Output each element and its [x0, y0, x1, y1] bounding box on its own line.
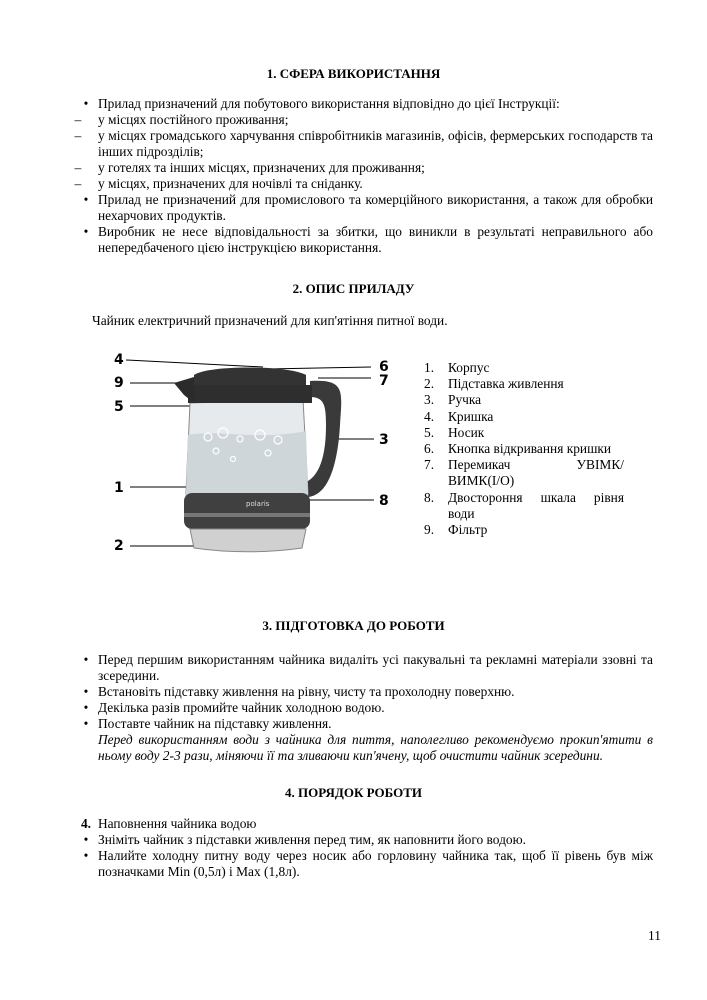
- list-item: 3. Ручка: [424, 392, 482, 408]
- list-item: • Налийте холодну питну воду через носик або горловину чайника так, щоб її рівень був між позначками Min (0,5л) і Max (1,8л).: [78, 848, 653, 880]
- list-item: • Встановіть підставку живлення на рівну, чисту та прохолодну поверхню.: [78, 684, 653, 700]
- kettle-diagram: [108, 345, 398, 560]
- bullet-icon: •: [83, 848, 89, 863]
- bullet-icon: •: [83, 192, 89, 207]
- bullet-icon: •: [83, 684, 89, 699]
- callout-3: 3: [379, 432, 389, 448]
- list-item: 4. Кришка: [424, 408, 494, 424]
- section-2-title: 2. ОПИС ПРИЛАДУ: [292, 281, 415, 296]
- page-number: 11: [648, 928, 661, 943]
- section-4-body: [78, 816, 653, 880]
- list-item: 6. Кнопка відкривання кришки: [424, 441, 612, 457]
- list-item: – у місцях громадського харчування співробітників магазинів, офісів, фермерських господарств та інших підрозділів;: [78, 128, 653, 160]
- list-item: 4. Наповнення чайника водою: [78, 816, 653, 832]
- section-4-title: 4. ПОРЯДОК РОБОТИ: [284, 785, 422, 800]
- bullet-icon: •: [83, 224, 89, 239]
- list-item: • Декілька разів промийте чайник холодною водою.: [78, 700, 653, 716]
- callout-8: 8: [379, 493, 389, 509]
- dash-icon: –: [74, 176, 82, 191]
- list-item: – у готелях та інших місцях, призначених для проживання;: [78, 160, 653, 176]
- callout-4: 4: [114, 352, 124, 368]
- dash-icon: –: [74, 160, 82, 175]
- list-item: • Виробник не несе відповідальності за збитки, що виникли в результаті неправильного або непередбаченого цією інструкцією використання.: [78, 224, 653, 256]
- section-3-body: [78, 652, 653, 764]
- dash-icon: –: [74, 128, 82, 143]
- kettle-illustration: [108, 345, 398, 560]
- bullet-icon: •: [83, 832, 89, 847]
- list-item: – у місцях постійного проживання;: [78, 112, 653, 128]
- bullet-icon: •: [83, 716, 89, 731]
- callout-6: 6: [379, 359, 389, 375]
- callout-9: 9: [114, 375, 124, 391]
- bullet-icon: •: [83, 652, 89, 667]
- section-3-title: 3. ПІДГОТОВКА ДО РОБОТИ: [262, 618, 445, 633]
- list-item: • Прилад призначений для побутового використання відповідно до цієї Інструкції:: [78, 96, 653, 112]
- list-item: • Поставте чайник на підставку живлення.: [78, 716, 653, 732]
- callout-7: 7: [379, 373, 389, 389]
- bullet-icon: •: [83, 700, 89, 715]
- callout-2: 2: [114, 538, 124, 554]
- list-item: 8. Двостороння шкала рівня води: [424, 489, 624, 521]
- list-item: 2. Підставка живлення: [424, 376, 564, 392]
- list-item: 5. Носик: [424, 424, 485, 440]
- list-item: 9. Фільтр: [424, 522, 488, 538]
- subsection-number: 4.: [80, 816, 92, 831]
- list-item: • Прилад не призначений для промислового та комерційного використання, а також для обробки нехарчових продуктів.: [78, 192, 653, 224]
- kettle-shape-icon: [174, 368, 341, 552]
- list-item: • Перед першим використанням чайника видаліть усі пакувальні та рекламні матеріали ззовні та зсередини.: [78, 652, 653, 684]
- section-2-intro: Чайник електричний призначений для кип'ятіння питної води.: [92, 313, 448, 328]
- list-item: 7. Перемикач УВІМК/ВИМК(I/O): [424, 457, 624, 489]
- bullet-icon: •: [83, 96, 89, 111]
- section-1-title: 1. СФЕРА ВИКОРИСТАННЯ: [266, 66, 441, 81]
- callout-5: 5: [114, 399, 124, 415]
- list-item: • Зніміть чайник з підставки живлення перед тим, як наповнити його водою.: [78, 832, 653, 848]
- section-1-body: [74, 96, 653, 256]
- callout-1: 1: [114, 480, 124, 496]
- dash-icon: –: [74, 112, 82, 127]
- list-item: – у місцях, призначених для ночівлі та сніданку.: [78, 176, 653, 192]
- note-text: Перед використанням води з чайника для пиття, наполегливо рекомендуємо прокип'ятити в ньому воду 2-3 рази, міняючи її та зливаючи кип'ячену, щоб очистити чайник зсередини.: [98, 732, 653, 763]
- parts-list: [424, 360, 624, 538]
- brand-label: polaris: [246, 500, 270, 508]
- list-item: 1. Корпус: [424, 360, 490, 375]
